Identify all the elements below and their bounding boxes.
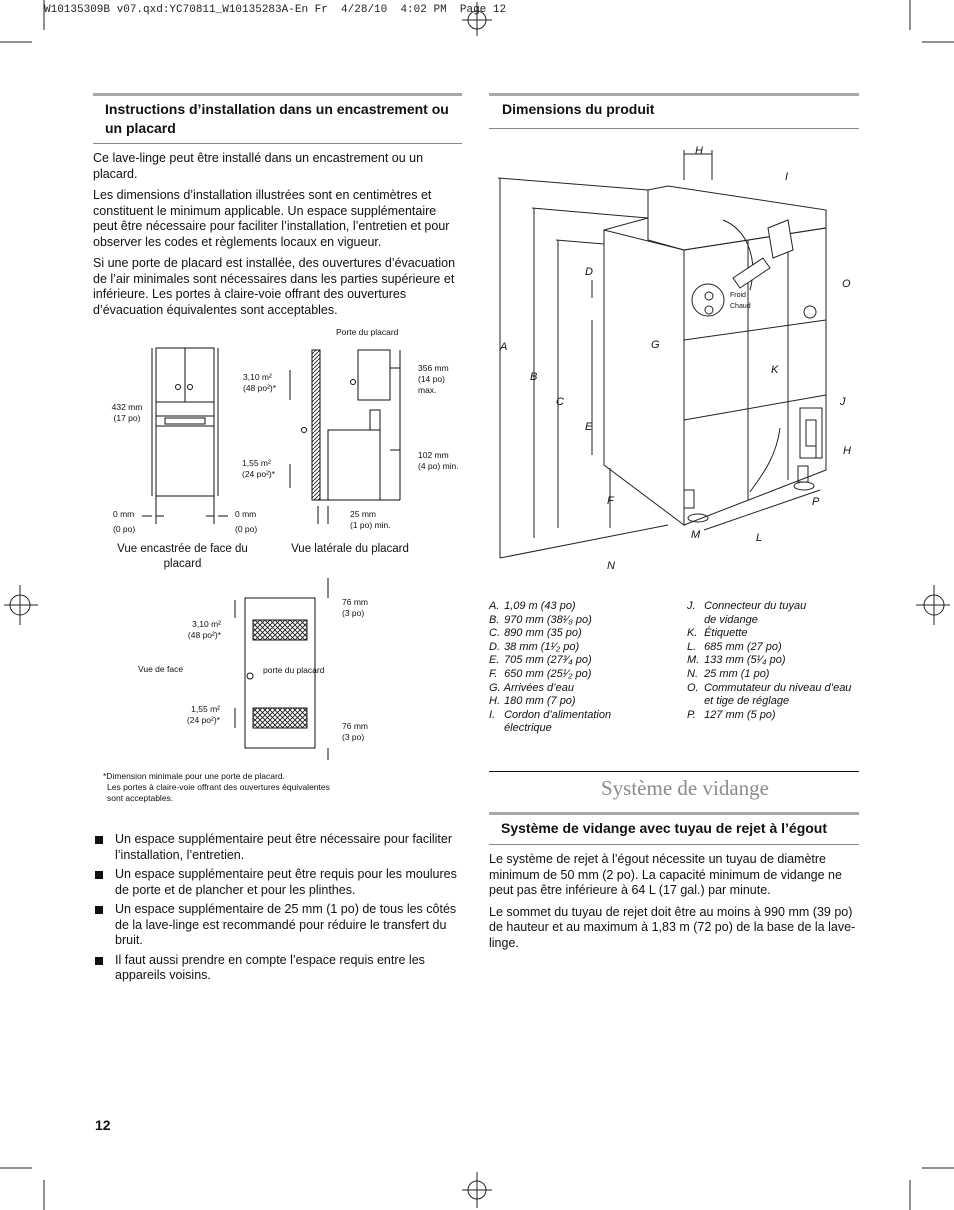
paragraph: Ce lave-linge peut être installé dans un encastrement ou un placard. xyxy=(93,151,424,181)
label-area-310-b xyxy=(181,619,221,641)
dimension-key: K. xyxy=(687,627,698,640)
label-text: (48 po²)* xyxy=(243,383,277,393)
dimension-item xyxy=(687,695,859,709)
dimension-item xyxy=(687,614,859,628)
label-closet-door: Porte du placard xyxy=(336,327,399,337)
dimension-key: L. xyxy=(687,640,697,653)
dimensions-heading: Dimensions du produit xyxy=(502,101,655,117)
dimension-value: 180 mm (7 po) xyxy=(504,695,576,708)
bullet-list xyxy=(93,832,463,988)
letter-m: M xyxy=(691,529,701,541)
letter-i: I xyxy=(785,171,789,183)
label-102 xyxy=(418,450,459,472)
dimension-item xyxy=(489,668,679,682)
label-text: (24 po²)* xyxy=(242,469,276,479)
dimension-list-right xyxy=(687,600,859,722)
label-text: (0 po) xyxy=(235,524,258,534)
label-door-front: porte du placard xyxy=(263,665,325,675)
drain-text xyxy=(489,852,859,957)
letter-a: A xyxy=(500,341,508,353)
valve-hot-label: Chaud xyxy=(730,303,751,310)
dimension-key: M. xyxy=(687,654,700,667)
dimension-key: F. xyxy=(489,667,498,680)
dimension-value: 890 mm (35 po) xyxy=(504,627,582,640)
label-text: 25 mm xyxy=(350,509,376,519)
label-area-310 xyxy=(243,372,276,394)
subheading-rule-bottom xyxy=(489,844,859,845)
dimension-key: C. xyxy=(489,627,500,640)
footnote-line: Les portes à claire-voie offrant des ouvertures équivalentes xyxy=(107,782,330,792)
list-item: Un espace supplémentaire peut être nécessaire pour faciliter l’installation, l’entretien. xyxy=(93,832,463,863)
label-432 xyxy=(107,402,147,424)
dimension-item xyxy=(489,600,679,614)
label-text: 0 mm xyxy=(113,509,135,519)
left-heading-rule xyxy=(93,143,462,144)
dimension-key: B. xyxy=(489,613,500,626)
dimension-key: J. xyxy=(687,600,696,612)
label-text: 1,55 m² xyxy=(191,704,220,714)
valve-cold-label: Froid xyxy=(730,292,746,299)
dimension-value: Connecteur du tuyau xyxy=(704,600,807,612)
letter-g: G xyxy=(651,339,660,351)
drain-subheading: Système de vidange avec tuyau de rejet à l’égout xyxy=(501,820,828,836)
label-text: (48 po²)* xyxy=(187,630,221,640)
label-76-bottom xyxy=(342,721,368,743)
label-zero-left xyxy=(113,509,135,535)
dimension-item xyxy=(687,641,859,655)
dimension-list-left xyxy=(489,600,679,736)
label-text: 3,10 m² xyxy=(243,372,272,382)
label-text: 76 mm xyxy=(342,597,368,607)
label-text: max. xyxy=(418,385,437,395)
label-text: 356 mm xyxy=(418,363,449,373)
dimension-item xyxy=(489,641,679,655)
letter-c: C xyxy=(556,396,564,408)
label-text: 432 mm xyxy=(111,402,143,412)
dimension-value: 705 mm (27³⁄₄ po) xyxy=(504,654,592,667)
dimension-value: Arrivées d’eau xyxy=(503,681,574,694)
list-item: Un espace supplémentaire de 25 mm (1 po) de tous les côtés de la lave-linge est recommandé pour réduire le transfert du bruit. xyxy=(93,902,463,949)
letter-f: F xyxy=(607,495,614,507)
list-item: Il faut aussi prendre en compte l’espace requis entre les appareils voisins. xyxy=(93,953,463,984)
footnote-line: *Dimension minimale pour une porte de placard. xyxy=(103,771,285,781)
left-top-rule xyxy=(93,93,462,96)
letter-o: O xyxy=(842,278,851,290)
right-heading-rule xyxy=(489,128,859,129)
label-text: 102 mm xyxy=(418,450,449,460)
section-title: Système de vidange xyxy=(601,776,769,800)
dimension-value: et tige de réglage xyxy=(704,695,790,708)
paragraph: Le système de rejet à l’égout nécessite un tuyau de diamètre minimum de 50 mm (2 po). La capacité minimum de vidange ne peut pas être inférieure à 64 L (17 gal.) par minute. xyxy=(489,852,842,897)
print-slug: W10135309B v07.qxd:YC70811_W10135283A-En Fr 4/28/10 4:02 PM Page 12 xyxy=(44,4,507,16)
letter-d: D xyxy=(585,266,593,278)
letter-b: B xyxy=(530,371,538,383)
installation-heading: Instructions d’installation dans un encastrement ou un placard xyxy=(105,101,449,136)
label-text: 3,10 m² xyxy=(192,619,221,629)
dimension-key: H. xyxy=(489,695,500,708)
label-text: (14 po) xyxy=(418,374,445,384)
dimension-item xyxy=(489,722,679,736)
dimension-value: 133 mm (5¹⁄₄ po) xyxy=(704,654,786,667)
letter-e: E xyxy=(585,421,593,433)
dimension-value: 685 mm (27 po) xyxy=(704,640,782,653)
label-text: (3 po) xyxy=(342,732,365,742)
label-area-155 xyxy=(242,458,275,480)
label-text: (1 po) min. xyxy=(350,520,391,530)
dimension-key: E. xyxy=(489,654,500,667)
dimension-key: A. xyxy=(489,600,500,612)
installation-text xyxy=(93,151,463,324)
washer-dimension-drawing xyxy=(488,140,860,580)
label-zero-right xyxy=(235,509,257,535)
paragraph: Le sommet du tuyau de rejet doit être au moins à 990 mm (39 po) de hauteur et au maximum à 1,83 m (72 po) de la base de la lave-linge. xyxy=(489,904,856,950)
label-text: 0 mm xyxy=(235,509,257,519)
dimension-item xyxy=(489,682,679,696)
dimension-key: G. xyxy=(489,681,501,694)
subheading-rule-top xyxy=(489,812,859,815)
dimension-item xyxy=(687,600,859,614)
footnote xyxy=(103,771,330,804)
label-text: 76 mm xyxy=(342,721,368,731)
dimension-value: Cordon d’alimentation xyxy=(504,708,612,721)
dimension-value: 38 mm (1¹⁄₂ po) xyxy=(504,640,580,653)
page-number: 12 xyxy=(95,1117,111,1133)
dimension-key: I. xyxy=(489,708,496,721)
caption-front-view: Vue encastrée de face du placard xyxy=(117,543,248,570)
label-25 xyxy=(350,509,391,531)
dimension-value: 1,09 m (43 po) xyxy=(504,600,576,612)
letter-k: K xyxy=(771,364,779,376)
paragraph: Si une porte de placard est installée, des ouvertures d’évacuation de l’air minimales sont nécessaires dans les parties supérieure et inférieure. Les portes à claire-voie offrant des ouvertures d’évacuation équivalentes sont acceptables. xyxy=(93,256,456,317)
dimension-item xyxy=(687,682,859,696)
dimension-item xyxy=(687,654,859,668)
right-top-rule xyxy=(489,93,859,96)
dimension-value: de vidange xyxy=(704,613,758,626)
label-76-top xyxy=(342,597,368,619)
dimension-value: 25 mm (1 po) xyxy=(704,667,770,680)
dimension-item xyxy=(687,627,859,641)
letter-h-right: H xyxy=(843,445,851,457)
paragraph: Les dimensions d’installation illustrées sont en centimètres et constituent le minimum applicable. Un espace supplémentaire peut être nécessaire pour faciliter l’installation, l’entretien et pour observer les codes et règlements locaux en vigueur. xyxy=(93,188,450,249)
label-text: (4 po) min. xyxy=(418,461,459,471)
dimension-key: D. xyxy=(489,640,500,653)
letter-h-top: H xyxy=(695,145,703,157)
dimension-item xyxy=(489,709,679,723)
dimension-item xyxy=(687,709,859,723)
label-text: (17 po) xyxy=(113,413,141,423)
dimension-item xyxy=(489,627,679,641)
footnote-line: sont acceptables. xyxy=(107,793,174,803)
list-item: Un espace supplémentaire peut être requis pour les moulures de porte et de plancher et pour les plinthes. xyxy=(93,867,463,898)
caption-side-view: Vue latérale du placard xyxy=(291,543,409,555)
letter-j: J xyxy=(840,396,846,408)
dimension-item xyxy=(489,614,679,628)
dimension-key: N. xyxy=(687,667,698,680)
dimension-value: Commutateur du niveau d’eau xyxy=(704,681,852,694)
washer-left-side xyxy=(604,230,684,525)
dimension-value: Étiquette xyxy=(704,627,748,640)
dimension-item xyxy=(687,668,859,682)
dimension-key: P. xyxy=(687,708,696,721)
section-rule xyxy=(489,771,859,772)
label-area-155-b xyxy=(180,704,220,726)
letter-n: N xyxy=(607,560,615,572)
label-text: (3 po) xyxy=(342,608,365,618)
dimension-key: O. xyxy=(687,681,699,694)
dimension-item xyxy=(489,654,679,668)
closet-diagrams xyxy=(90,320,470,760)
dimension-value: électrique xyxy=(504,722,552,735)
label-356 xyxy=(418,363,449,396)
label-text: (0 po) xyxy=(113,524,136,534)
dimension-item xyxy=(489,695,679,709)
dimension-value: 970 mm (38¹⁄₈ po) xyxy=(504,613,592,626)
letter-l: L xyxy=(756,532,763,544)
label-text: (24 po²)* xyxy=(186,715,220,725)
letter-p: P xyxy=(812,496,820,508)
label-text: 1,55 m² xyxy=(242,458,271,468)
dimension-value: 127 mm (5 po) xyxy=(704,708,776,721)
dimension-value: 650 mm (25¹⁄₂ po) xyxy=(504,667,592,680)
label-front-view: Vue de face xyxy=(138,664,184,674)
